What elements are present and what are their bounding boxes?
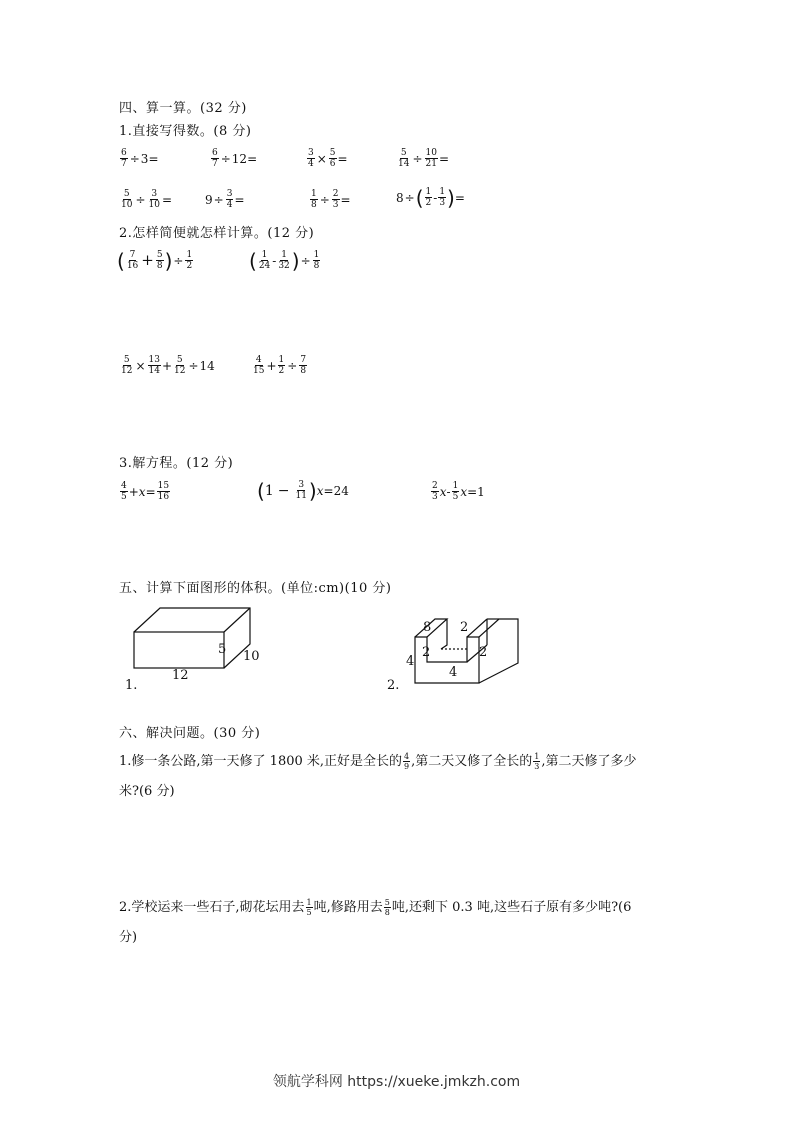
q1-item-1: $\frac{6}{7}$ ÷ 3 = xyxy=(121,148,159,169)
section-6-title: 六、解决问题。(30 分) xyxy=(119,726,261,741)
q1-item-8: 8 ÷ ( $\frac{1}{2}$ - $\frac{1}{3}$ ) = xyxy=(396,185,465,210)
q2-expr-2: ( $\frac{1}{24}$ - $\frac{1}{32}$ ) ÷ $\frac{1}{8}$ xyxy=(249,248,320,273)
problem-2: 2.学校运来一些石子,砌花坛用去 $\frac{1}{5}$ 吨,修路用去 $\frac{5}{8}$ 吨,还剩下 0.3 吨,这些石子原有多少吨?(6 分) xyxy=(119,898,632,945)
u-top-left-label: 8 xyxy=(423,620,432,635)
equation-3: $\frac{2}{3}$ x - $\frac{1}{5}$ x =1 xyxy=(432,481,485,502)
cuboid-figure xyxy=(110,600,300,696)
q1-item-3: $\frac{3}{4}$ × $\frac{5}{6}$ = xyxy=(308,148,348,169)
u-left-height-label: 4 xyxy=(406,654,415,669)
equation-1: $\frac{4}{5}$ + x = $\frac{15}{16}$ xyxy=(121,481,170,502)
q3-title: 3.解方程。(12 分) xyxy=(119,456,234,471)
q1-item-6: 9 ÷ $\frac{3}{4}$ = xyxy=(205,189,245,210)
cuboid-depth-label: 10 xyxy=(243,649,260,664)
cuboid-length-label: 12 xyxy=(172,668,189,683)
q2-expr-1: ( $\frac{7}{16}$ + $\frac{5}{8}$ ) ÷ $\frac{1}{2}$ xyxy=(117,248,193,273)
q2-expr-4: $\frac{4}{15}$ + $\frac{1}{2}$ ÷ $\frac{7}{8}$ xyxy=(253,355,307,376)
q1-item-7: $\frac{1}{8}$ ÷ $\frac{2}{3}$ = xyxy=(311,189,351,210)
u-bottom-label: 4 xyxy=(449,665,458,680)
figure-1-label: 1. xyxy=(125,678,138,693)
q1-item-5: $\frac{5}{10}$ ÷ $\frac{3}{10}$ = xyxy=(121,189,173,210)
u-shape-figure xyxy=(380,605,540,695)
cuboid-height-label: 5 xyxy=(218,642,227,657)
section-5-title: 五、计算下面图形的体积。(单位:cm)(10 分) xyxy=(119,581,392,596)
u-inner-right-label: 2 xyxy=(479,645,488,660)
section-4-title: 四、算一算。(32 分) xyxy=(119,101,247,116)
q2-expr-3: $\frac{5}{12}$ × $\frac{13}{14}$ + $\frac{5}{12}$ ÷ 14 xyxy=(121,355,215,376)
q2-title: 2.怎样简便就怎样计算。(12 分) xyxy=(119,226,315,241)
footer-watermark: 领航学科网 https://xueke.jmkzh.com xyxy=(272,1074,521,1090)
equation-2: ( 1 − $\frac{3}{11}$ ) x =24 xyxy=(257,478,349,503)
problem-1: 1.修一条公路,第一天修了 1800 米,正好是全长的 $\frac{4}{9}$ ,第二天又修了全长的 $\frac{1}{3}$ ,第二天修了多少米?(6 分) xyxy=(119,752,637,799)
q1-item-4: $\frac{5}{14}$ ÷ $\frac{10}{21}$ = xyxy=(398,148,450,169)
q1-item-2: $\frac{6}{7}$ ÷ 12 = xyxy=(212,148,258,169)
q1-title: 1.直接写得数。(8 分) xyxy=(119,124,252,139)
u-inner-left-label: 2 xyxy=(422,645,431,660)
figure-2-label: 2. xyxy=(387,678,400,693)
u-top-right-label: 2 xyxy=(460,620,469,635)
